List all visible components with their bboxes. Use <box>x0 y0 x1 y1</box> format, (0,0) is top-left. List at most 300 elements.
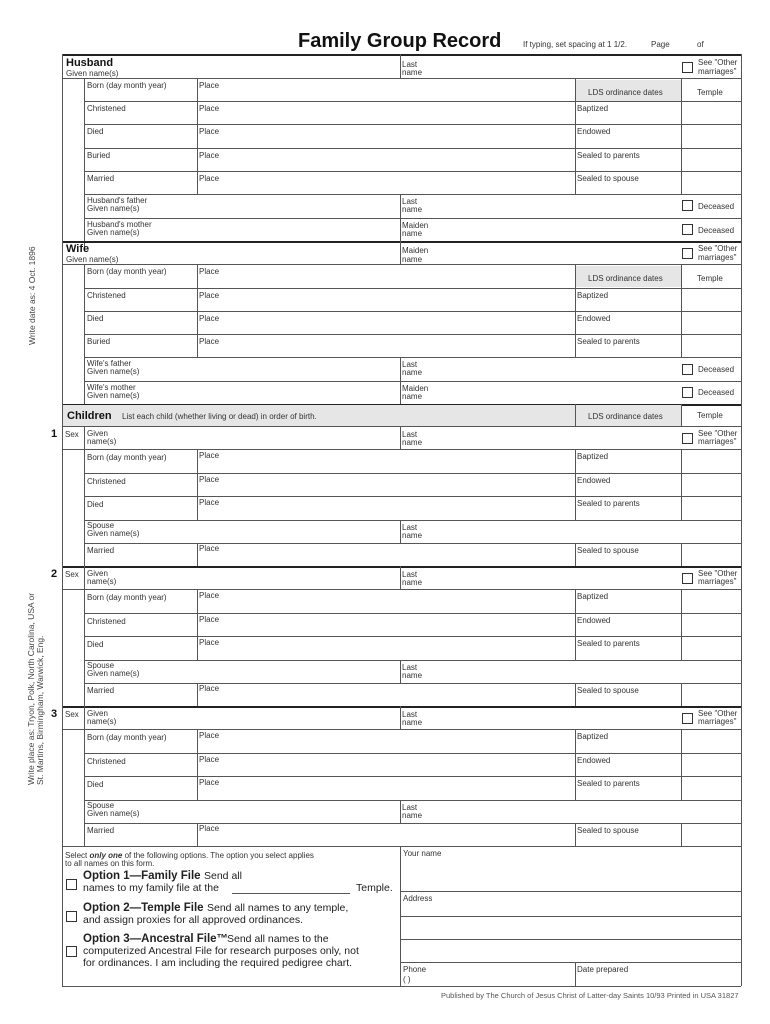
child-1-number: 1 <box>51 428 58 440</box>
husband-place-label: Place <box>199 81 220 90</box>
child-3-event-label: Born (day month year) <box>87 733 167 742</box>
husband-ordinance-label: Sealed to parents <box>577 151 640 160</box>
wife-maiden-label-2: name <box>402 255 423 264</box>
place-format-note-2: St. Martins, Birmingham, Warwick, Eng. <box>35 635 45 785</box>
wife-given-name-field[interactable] <box>66 249 396 263</box>
children-heading: Children <box>67 410 112 422</box>
child-3-married-place-label: Place <box>199 824 220 833</box>
place-format-note: Write place as: Tryon, Polk, North Carolina, USA or <box>26 592 36 785</box>
husband-place-label: Place <box>199 127 220 136</box>
child-2-date-field[interactable] <box>87 626 193 636</box>
wife-ordinance-label: Baptized <box>577 291 609 300</box>
child-2-other-marriages-label-2: marriages" <box>698 577 737 586</box>
phone-label: Phone <box>403 965 427 974</box>
husband-place-field[interactable] <box>199 113 571 123</box>
column-line <box>197 264 198 357</box>
column-line <box>84 78 85 248</box>
child-1-sex-label: Sex <box>65 430 79 439</box>
option-2-title: Option 2—Temple File <box>83 902 204 914</box>
child-1-spouse-label: Spouse <box>87 521 115 530</box>
child-1-event-label: Died <box>87 500 104 509</box>
child-2-place-field[interactable] <box>199 626 571 636</box>
child-1-given-label-2: name(s) <box>87 437 117 446</box>
child-2-event-label: Born (day month year) <box>87 593 167 602</box>
child-2-ordinance-label: Baptized <box>577 592 609 601</box>
address-field-3[interactable] <box>403 941 737 961</box>
rule-line <box>62 78 741 79</box>
husband-other-marriages-checkbox[interactable] <box>682 62 693 73</box>
child-1-place-label: Place <box>199 451 220 460</box>
husband-date-field[interactable] <box>87 113 193 123</box>
husband-given-label: Given name(s) <box>66 69 119 78</box>
column-line <box>400 660 401 683</box>
option-1-temple-label: Temple. <box>356 882 393 894</box>
rule-line <box>84 101 741 102</box>
wife-other-marriages-checkbox[interactable] <box>682 248 693 259</box>
column-line <box>681 78 682 194</box>
wife-place-label: Place <box>199 291 220 300</box>
child-2-date-field[interactable] <box>87 649 193 659</box>
children-temple-header: Temple <box>697 411 723 420</box>
child-1-ordinance-label: Sealed to parents <box>577 499 640 508</box>
column-line <box>681 543 682 566</box>
husband-last-label: Last <box>402 60 418 69</box>
child-3-event-label: Christened <box>87 757 126 766</box>
column-line <box>400 520 401 543</box>
your-name-field[interactable] <box>403 858 737 890</box>
husband-mother-label: Husband's mother <box>87 220 152 229</box>
child-1-other-marriages-label-2: marriages" <box>698 437 737 446</box>
column-line <box>400 426 401 449</box>
wife-father-last-label-2: name <box>402 368 423 377</box>
rule-line <box>62 449 741 450</box>
child-1-place-field[interactable] <box>199 462 571 472</box>
child-2-number: 2 <box>51 568 58 580</box>
wife-father-given-label: Given name(s) <box>87 367 140 376</box>
husband-father-deceased-label: Deceased <box>698 202 735 211</box>
wife-place-field[interactable] <box>199 276 571 286</box>
column-line <box>197 683 198 706</box>
rule-line <box>62 589 741 590</box>
child-3-place-field[interactable] <box>199 789 571 799</box>
husband-event-label: Married <box>87 174 115 183</box>
rule-line <box>84 311 741 312</box>
child-1-place-label: Place <box>199 475 220 484</box>
rule-line <box>400 962 741 963</box>
child-3-date-field[interactable] <box>87 789 193 799</box>
child-3-ordinance-label: Sealed to parents <box>577 779 640 788</box>
child-2-last-label: Last <box>402 570 418 579</box>
wife-mother-deceased-checkbox[interactable] <box>682 387 693 398</box>
child-1-spouse-last-label: Last <box>402 523 418 532</box>
rule-line <box>84 218 741 219</box>
child-3-sex-label: Sex <box>65 710 79 719</box>
child-3-other-marriages-checkbox[interactable] <box>682 713 693 724</box>
option-1-temple-line <box>232 893 350 894</box>
column-line <box>197 823 198 846</box>
child-3-sealed-spouse-label: Sealed to spouse <box>577 826 639 835</box>
rule-line <box>400 916 741 917</box>
column-line <box>197 449 198 520</box>
date-prepared-label: Date prepared <box>577 965 629 974</box>
children-lds-header: LDS ordinance dates <box>588 412 663 421</box>
child-2-place-field[interactable] <box>199 649 571 659</box>
wife-place-label: Place <box>199 267 220 276</box>
wife-place-field[interactable] <box>199 346 571 356</box>
column-line <box>681 404 682 426</box>
husband-given-name-field[interactable] <box>66 63 396 77</box>
wife-other-marriages-label: See "Other <box>698 244 738 253</box>
rule-line <box>84 543 741 544</box>
child-3-event-label: Died <box>87 780 104 789</box>
rule-line <box>84 800 741 801</box>
option-2-checkbox[interactable] <box>66 911 77 922</box>
child-2-last-label-2: name <box>402 578 423 587</box>
child-1-place-label: Place <box>199 498 220 507</box>
wife-ordinance-label: Endowed <box>577 314 611 323</box>
husband-event-label: Buried <box>87 151 111 160</box>
rule-line <box>62 264 741 265</box>
column-line <box>575 404 576 426</box>
column-line <box>197 589 198 660</box>
column-line <box>575 78 576 194</box>
column-line <box>575 543 576 566</box>
husband-mother-deceased-checkbox[interactable] <box>682 224 693 235</box>
wife-date-field[interactable] <box>87 276 193 286</box>
rule-line <box>84 683 741 684</box>
wife-father-last-label: Last <box>402 360 418 369</box>
child-3-ordinance-label: Endowed <box>577 756 611 765</box>
child-1-date-field[interactable] <box>87 509 193 519</box>
rule-line <box>62 426 741 427</box>
husband-ordinance-label: Endowed <box>577 127 611 136</box>
wife-mother-maiden-label-2: name <box>402 392 423 401</box>
husband-mother-maiden-label: Maiden <box>402 221 429 230</box>
child-2-married-place-label: Place <box>199 684 220 693</box>
child-2-spouse-last-label-2: name <box>402 671 423 680</box>
column-line <box>681 264 682 357</box>
child-1-other-marriages-label: See "Other <box>698 429 738 438</box>
child-3-given-label: Given <box>87 709 108 718</box>
column-line <box>400 706 401 729</box>
column-line <box>400 194 401 242</box>
child-1-spouse-given-label: Given name(s) <box>87 529 140 538</box>
option-3-text-2: computerized Ancestral File for research purposes only, not <box>83 945 359 957</box>
phone-field[interactable] <box>425 974 570 984</box>
child-3-place-label: Place <box>199 731 220 740</box>
wife-given-label: Given name(s) <box>66 255 119 264</box>
rule-line <box>400 939 741 940</box>
column-line <box>681 683 682 706</box>
rule-line <box>84 124 741 125</box>
husband-event-label: Died <box>87 127 104 136</box>
child-1-other-marriages-checkbox[interactable] <box>682 433 693 444</box>
husband-place-label: Place <box>199 104 220 113</box>
husband-father-last-label-2: name <box>402 205 423 214</box>
option-1-checkbox[interactable] <box>66 879 77 890</box>
rule-line <box>84 148 741 149</box>
column-line <box>681 449 682 520</box>
husband-temple-header: Temple <box>697 88 723 97</box>
husband-father-deceased-checkbox[interactable] <box>682 200 693 211</box>
husband-place-label: Place <box>199 174 220 183</box>
child-1-date-field[interactable] <box>87 486 193 496</box>
column-line <box>400 54 401 78</box>
child-3-number: 3 <box>51 708 58 720</box>
wife-temple-header: Temple <box>697 274 723 283</box>
wife-event-label: Died <box>87 314 104 323</box>
child-2-sex-label: Sex <box>65 570 79 579</box>
husband-place-field[interactable] <box>199 183 571 193</box>
child-3-last-label-2: name <box>402 718 423 727</box>
column-line <box>575 729 576 800</box>
column-line <box>575 449 576 520</box>
child-2-place-label: Place <box>199 638 220 647</box>
rule-line <box>84 171 741 172</box>
wife-event-label: Born (day month year) <box>87 267 167 276</box>
child-3-spouse-last-label: Last <box>402 803 418 812</box>
wife-event-label: Buried <box>87 337 111 346</box>
child-3-date-field[interactable] <box>87 742 193 752</box>
child-2-spouse-label: Spouse <box>87 661 115 670</box>
child-1-last-label-2: name <box>402 438 423 447</box>
wife-mother-label: Wife's mother <box>87 383 136 392</box>
husband-mother-deceased-label: Deceased <box>698 226 735 235</box>
child-3-place-label: Place <box>199 778 220 787</box>
rule-line <box>84 473 741 474</box>
child-2-event-label: Died <box>87 640 104 649</box>
column-line <box>741 54 742 986</box>
child-2-place-field[interactable] <box>199 602 571 612</box>
wife-ordinance-label: Sealed to parents <box>577 337 640 346</box>
child-2-other-marriages-label: See "Other <box>698 569 738 578</box>
husband-place-field[interactable] <box>199 90 571 100</box>
rule-line <box>84 288 741 289</box>
wife-date-field[interactable] <box>87 300 193 310</box>
child-1-sealed-spouse-label: Sealed to spouse <box>577 546 639 555</box>
column-line <box>84 264 85 404</box>
husband-place-field[interactable] <box>199 136 571 146</box>
child-2-given-label-2: name(s) <box>87 577 117 586</box>
rule-line <box>84 613 741 614</box>
husband-ordinance-label: Sealed to spouse <box>577 174 639 183</box>
rule-line <box>84 823 741 824</box>
option-1-text: Send all <box>204 870 242 882</box>
wife-mother-deceased-label: Deceased <box>698 388 735 397</box>
option-3-checkbox[interactable] <box>66 946 77 957</box>
option-1-text-2: names to my family file at the <box>83 882 219 894</box>
options-intro-2: to all names on this form. <box>65 859 155 868</box>
date-prepared-field[interactable] <box>577 974 737 984</box>
address-field[interactable] <box>403 903 737 915</box>
column-line <box>575 962 576 986</box>
husband-place-label: Place <box>199 151 220 160</box>
child-2-sex-field[interactable] <box>65 578 81 588</box>
column-line <box>681 823 682 846</box>
wife-father-deceased-label: Deceased <box>698 365 735 374</box>
wife-father-label: Wife's father <box>87 359 132 368</box>
husband-date-field[interactable] <box>87 136 193 146</box>
wife-other-marriages-label-2: marriages" <box>698 253 737 262</box>
husband-date-field[interactable] <box>87 160 193 170</box>
husband-ordinance-label: Baptized <box>577 104 609 113</box>
options-intro-text: only one <box>89 851 123 860</box>
rule-line <box>84 381 741 382</box>
child-2-event-label: Christened <box>87 617 126 626</box>
column-line <box>197 729 198 800</box>
husband-place-field[interactable] <box>199 160 571 170</box>
child-1-last-label: Last <box>402 430 418 439</box>
child-2-sealed-spouse-label: Sealed to spouse <box>577 686 639 695</box>
publisher-footer: Published by The Church of Jesus Christ of Latter-day Saints 10/93 Printed in USA 31827 <box>441 991 739 1000</box>
option-1-temple-field[interactable] <box>232 882 350 893</box>
husband-heading: Husband <box>66 57 114 69</box>
column-line <box>681 729 682 800</box>
child-2-place-label: Place <box>199 591 220 600</box>
rule-line <box>84 753 741 754</box>
child-3-place-field[interactable] <box>199 742 571 752</box>
child-3-married-label: Married <box>87 826 115 835</box>
column-line <box>681 589 682 660</box>
wife-place-field[interactable] <box>199 300 571 310</box>
column-line <box>197 78 198 194</box>
rule-line <box>84 334 741 335</box>
column-line <box>575 264 576 357</box>
option-1-title: Option 1—Family File <box>83 870 201 882</box>
child-2-ordinance-label: Sealed to parents <box>577 639 640 648</box>
child-2-place-label: Place <box>199 615 220 624</box>
column-line <box>400 566 401 589</box>
child-3-date-field[interactable] <box>87 766 193 776</box>
husband-mother-given-label: Given name(s) <box>87 228 140 237</box>
child-1-spouse-last-label-2: name <box>402 531 423 540</box>
child-1-place-field[interactable] <box>199 509 571 519</box>
wife-heading: Wife <box>66 243 90 255</box>
spacing-note: If typing, set spacing at 1 1/2. <box>523 40 628 49</box>
child-2-spouse-given-label: Given name(s) <box>87 669 140 678</box>
title-rule <box>62 54 741 56</box>
husband-last-label-2: name <box>402 68 423 77</box>
wife-place-label: Place <box>199 337 220 346</box>
wife-lds-header: LDS ordinance dates <box>588 274 663 283</box>
rule-line <box>84 194 741 195</box>
child-1-bottom-rule <box>62 566 741 568</box>
rule-line <box>84 660 741 661</box>
child-3-spouse-last-label-2: name <box>402 811 423 820</box>
column-line <box>400 800 401 823</box>
husband-event-label: Born (day month year) <box>87 81 167 90</box>
option-3-text-3: for ordinances. I am including the required pedigree chart. <box>83 957 353 969</box>
wife-mother-given-label: Given name(s) <box>87 391 140 400</box>
child-1-ordinance-label: Endowed <box>577 476 611 485</box>
column-line <box>62 54 63 986</box>
child-3-spouse-label: Spouse <box>87 801 115 810</box>
wife-date-field[interactable] <box>87 323 193 333</box>
option-2-text: Send all names to any temple, <box>207 902 349 914</box>
option-3-title: Option 3—Ancestral File™ <box>83 933 229 945</box>
child-3-other-marriages-label: See "Other <box>698 709 738 718</box>
husband-mother-maiden-label-2: name <box>402 229 423 238</box>
child-3-spouse-given-label: Given name(s) <box>87 809 140 818</box>
children-instruction: List each child (whether living or dead) in order of birth. <box>122 412 317 421</box>
child-1-married-place-label: Place <box>199 544 220 553</box>
column-line <box>197 543 198 566</box>
column-line <box>575 589 576 660</box>
child-3-other-marriages-label-2: marriages" <box>698 717 737 726</box>
child-1-event-label: Born (day month year) <box>87 453 167 462</box>
child-3-place-field[interactable] <box>199 766 571 776</box>
husband-father-label: Husband's father <box>87 196 148 205</box>
rule-line <box>84 776 741 777</box>
child-3-given-label-2: name(s) <box>87 717 117 726</box>
child-2-other-marriages-checkbox[interactable] <box>682 573 693 584</box>
child-3-last-label: Last <box>402 710 418 719</box>
rule-line <box>84 357 741 358</box>
child-2-date-field[interactable] <box>87 602 193 612</box>
wife-mother-maiden-label: Maiden <box>402 384 429 393</box>
husband-date-field[interactable] <box>87 183 193 193</box>
child-1-place-field[interactable] <box>199 486 571 496</box>
wife-maiden-label: Maiden <box>402 246 429 255</box>
wife-event-label: Christened <box>87 291 126 300</box>
column-line <box>400 357 401 404</box>
wife-father-deceased-checkbox[interactable] <box>682 364 693 375</box>
child-3-bottom-rule <box>62 846 741 847</box>
column-line <box>575 683 576 706</box>
address-label: Address <box>403 894 433 903</box>
form-bottom-rule <box>62 986 741 987</box>
of-label: of <box>697 40 704 49</box>
option-3-text: Send all names to the <box>227 933 329 945</box>
options-intro-text: Select <box>65 851 90 860</box>
child-2-married-label: Married <box>87 686 115 695</box>
child-1-date-field[interactable] <box>87 462 193 472</box>
rule-line <box>84 520 741 521</box>
child-3-place-label: Place <box>199 755 220 764</box>
child-2-ordinance-label: Endowed <box>577 616 611 625</box>
options-intro-text: of the following options. The option you select applies <box>122 851 314 860</box>
husband-lds-header: LDS ordinance dates <box>588 88 663 97</box>
child-3-ordinance-label: Baptized <box>577 732 609 741</box>
child-2-bottom-rule <box>62 706 741 708</box>
child-1-married-label: Married <box>87 546 115 555</box>
husband-father-given-label: Given name(s) <box>87 204 140 213</box>
husband-other-marriages-label: See "Other <box>698 58 738 67</box>
child-1-given-label: Given <box>87 429 108 438</box>
child-2-given-label: Given <box>87 569 108 578</box>
rule-line <box>84 636 741 637</box>
child-1-ordinance-label: Baptized <box>577 452 609 461</box>
page-title: Family Group Record <box>298 30 502 52</box>
husband-father-last-label: Last <box>402 197 418 206</box>
page-label: Page <box>651 40 670 49</box>
wife-date-field[interactable] <box>87 346 193 356</box>
wife-place-label: Place <box>199 314 220 323</box>
child-3-sex-field[interactable] <box>65 718 81 728</box>
rule-line <box>84 496 741 497</box>
column-line <box>575 823 576 846</box>
column-line <box>400 241 401 264</box>
child-1-event-label: Christened <box>87 477 126 486</box>
address-field-2[interactable] <box>403 918 737 938</box>
child-1-sex-field[interactable] <box>65 438 81 448</box>
child-2-spouse-last-label: Last <box>402 663 418 672</box>
husband-date-field[interactable] <box>87 90 193 100</box>
rule-line <box>62 729 741 730</box>
wife-rule <box>62 241 741 243</box>
option-2-text-2: and assign proxies for all approved ordinances. <box>83 914 304 926</box>
wife-place-field[interactable] <box>199 323 571 333</box>
